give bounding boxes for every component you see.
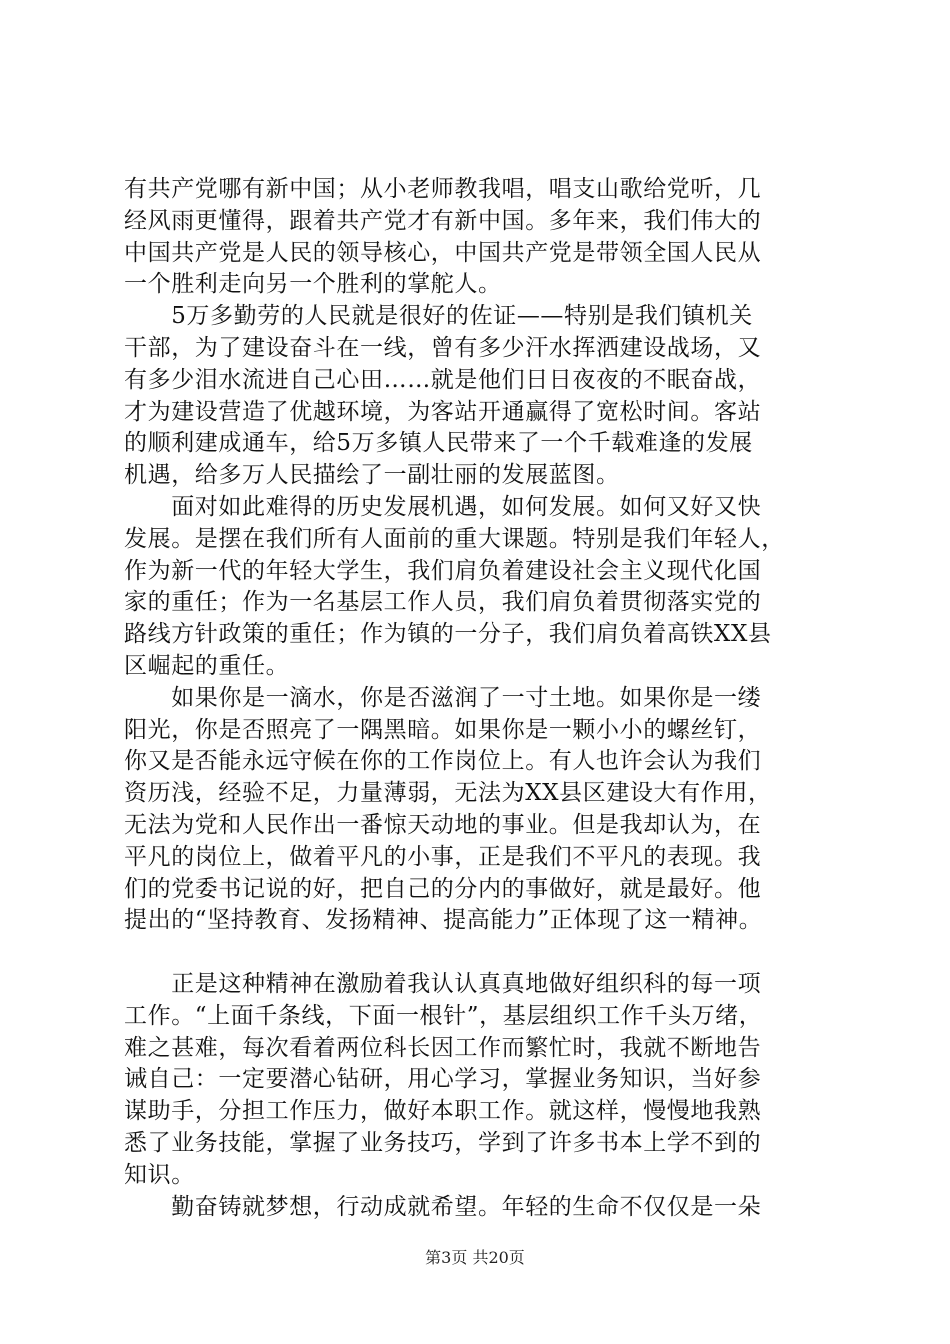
text-line: 们的党委书记说的好，把自己的分内的事做好，就是最好。他 [124, 875, 762, 902]
text-line: 你又是否能永远守候在你的工作岗位上。有人也许会认为我们 [124, 748, 762, 775]
text-line: 难之甚难，每次看着两位科长因工作而繁忙时，我就不断地告 [124, 1034, 762, 1061]
text-line: 区崛起的重任。 [124, 652, 290, 679]
text-line: 的顺利建成通车，给5万多镇人民带来了一个千载难逢的发展 [124, 430, 753, 457]
text-line: 面对如此难得的历史发展机遇，如何发展。如何又好又快 [124, 493, 762, 520]
body-text [124, 174, 830, 1223]
text-line: 一个胜利走向另一个胜利的掌舵人。 [124, 271, 502, 298]
text-line: 发展。是摆在我们所有人面前的重大课题。特别是我们年轻人， [124, 525, 785, 552]
text-line: 正是这种精神在激励着我认认真真地做好组织科的每一项 [124, 970, 762, 997]
text-line: 家的重任；作为一名基层工作人员，我们肩负着贯彻落实党的 [124, 589, 762, 616]
text-line: 谋助手，分担工作压力，做好本职工作。就这样，慢慢地我熟 [124, 1098, 762, 1125]
text-line: 机遇，给多万人民描绘了一副壮丽的发展蓝图。 [124, 462, 620, 489]
text-line: 有多少泪水流进自己心田……就是他们日日夜夜的不眠奋战， [124, 366, 762, 393]
text-line: 5万多勤劳的人民就是很好的佐证——特别是我们镇机关 [124, 303, 753, 330]
text-line: 工作。“上面千条线，下面一根针”，基层组织工作千头万绪， [124, 1002, 763, 1029]
text-line: 中国共产党是人民的领导核心，中国共产党是带领全国人民从 [124, 239, 762, 266]
text-line: 如果你是一滴水，你是否滋润了一寸土地。如果你是一缕 [124, 684, 762, 711]
text-line: 勤奋铸就梦想，行动成就希望。年轻的生命不仅仅是一朵 [124, 1193, 762, 1220]
page-number-footer: 第3页 共20页 [425, 1248, 525, 1267]
text-line: 提出的“坚持教育、发扬精神、提高能力”正体现了这一精神。 [124, 907, 763, 934]
text-line: 路线方针政策的重任；作为镇的一分子，我们肩负着高铁XX县 [124, 621, 772, 648]
text-line: 经风雨更懂得，跟着共产党才有新中国。多年来，我们伟大的 [124, 207, 762, 234]
text-line: 知识。 [124, 1161, 195, 1188]
text-line: 无法为党和人民作出一番惊天动地的事业。但是我却认为，在 [124, 811, 762, 838]
text-line: 资历浅，经验不足，力量薄弱，无法为XX县区建设大有作用， [124, 780, 772, 807]
text-line: 阳光，你是否照亮了一隅黑暗。如果你是一颗小小的螺丝钉， [124, 716, 762, 743]
text-line: 有共产党哪有新中国；从小老师教我唱，唱支山歌给党听，几 [124, 176, 762, 202]
paragraph-gap [124, 937, 830, 969]
text-line: 诫自己：一定要潜心钻研，用心学习，掌握业务知识，当好参 [124, 1066, 762, 1093]
text-line: 干部，为了建设奋斗在一线，曾有多少汗水挥洒建设战场，又 [124, 334, 762, 361]
text-line: 才为建设营造了优越环境，为客站开通赢得了宽松时间。客站 [124, 398, 762, 425]
text-line: 作为新一代的年轻大学生，我们肩负着建设社会主义现代化国 [124, 557, 762, 584]
text-line: 悉了业务技能，掌握了业务技巧，学到了许多书本上学不到的 [124, 1129, 762, 1156]
text-line: 平凡的岗位上，做着平凡的小事，正是我们不平凡的表现。我 [124, 843, 762, 870]
